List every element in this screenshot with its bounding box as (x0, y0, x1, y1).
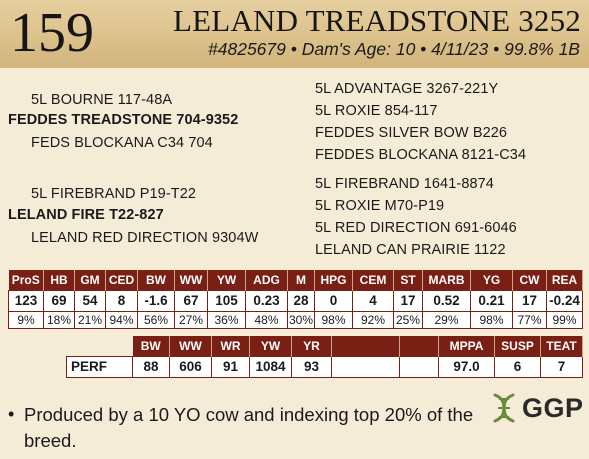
perf-header: WW (170, 336, 212, 356)
epd-percentile: 77% (513, 311, 547, 328)
epd-header: MARB (423, 270, 471, 290)
perf-value: 1084 (250, 356, 292, 377)
epd-percentile: 94% (106, 311, 138, 328)
perf-header (400, 336, 439, 356)
pedigree-sire: FEDDES TREADSTONE 704-9352 (8, 112, 239, 128)
lot-header (0, 0, 589, 68)
perf-value (400, 356, 439, 377)
epd-value: -0.24 (547, 290, 583, 311)
epd-percentile: 98% (315, 311, 353, 328)
epd-percentile: 30% (288, 312, 314, 327)
epd-percentile: 9% (9, 311, 44, 328)
pedigree-dam-dam: LELAND RED DIRECTION 9304W (31, 230, 259, 246)
epd-value: 0.52 (423, 290, 471, 311)
perf-row-label: PERF (67, 356, 133, 377)
epd-header: WW (175, 270, 208, 290)
pedigree-right-3: FEDDES SILVER BOW B226 (315, 125, 508, 141)
epd-value: 0.21 (471, 290, 513, 311)
epd-percentiles-row (9, 311, 583, 328)
perf-header: TEAT (541, 336, 583, 356)
epd-values-row (9, 290, 583, 311)
perf-header: MPPA (439, 336, 495, 356)
epd-value: 67 (175, 290, 208, 311)
perf-header (332, 336, 400, 356)
epd-value: -1.6 (138, 290, 175, 311)
epd-value: 123 (9, 290, 44, 311)
epd-percentile: 48% (246, 311, 288, 328)
epd-header: M (288, 270, 315, 290)
epd-header: HB (44, 270, 75, 290)
epd-header: YW (208, 270, 246, 290)
epd-header: BW (138, 270, 175, 290)
epd-percentile: 99% (547, 311, 583, 328)
footnote-text: Produced by a 10 YO cow and indexing top 20% of the breed. (24, 404, 474, 451)
perf-values-row (67, 356, 583, 377)
epd-value: 54 (75, 290, 106, 311)
epd-value: 28 (288, 290, 315, 311)
perf-value: 91 (212, 356, 250, 377)
epd-percentile: 56% (138, 311, 175, 328)
lot-number: 159 (10, 2, 94, 64)
pedigree-right-4: FEDDES BLOCKANA 8121-C34 (315, 147, 527, 163)
epd-value: 17 (513, 290, 547, 311)
epd-header: REA (547, 270, 583, 290)
epd-value: 0.23 (246, 290, 288, 311)
perf-value: 7 (541, 356, 583, 377)
pedigree-right-7: 5L RED DIRECTION 691-6046 (315, 220, 517, 236)
perf-value (332, 356, 400, 377)
pedigree-right-8: LELAND CAN PRAIRIE 1122 (315, 242, 506, 258)
epd-header: CED (106, 270, 138, 290)
perf-header: BW (133, 336, 170, 356)
perf-header: WR (212, 336, 250, 356)
pedigree-right-1: 5L ADVANTAGE 3267-221Y (315, 81, 499, 97)
perf-value: 606 (170, 356, 212, 377)
epd-value: 8 (106, 290, 138, 311)
epd-percentile: 98% (471, 311, 513, 328)
epd-percentile: 29% (423, 311, 471, 328)
animal-name: LELAND TREADSTONE 3252 (173, 3, 581, 38)
perf-value: 93 (292, 356, 332, 377)
perf-value: 88 (133, 356, 170, 377)
perf-header: SUSP (495, 336, 541, 356)
pedigree-sire-sire: 5L BOURNE 117-48A (31, 92, 173, 108)
bullet-marker: • (8, 404, 15, 424)
epd-percentile: 25% (394, 311, 423, 328)
epd-value: 0 (315, 290, 353, 311)
epd-header: HPG (315, 270, 353, 290)
epd-header: GM (75, 270, 106, 290)
epd-header: CW (513, 270, 547, 290)
epd-header: ADG (246, 270, 288, 290)
registration-subline: #4825679 • Dam's Age: 10 • 4/11/23 • 99.8% 1B (208, 39, 580, 59)
pedigree-dam-sire: 5L FIREBRAND P19-T22 (31, 186, 197, 202)
pedigree-sire-dam: FEDS BLOCKANA C34 704 (31, 135, 213, 151)
epd-percentile: 36% (208, 311, 246, 328)
epd-table (8, 270, 583, 329)
performance-table (66, 336, 583, 378)
perf-value: 6 (495, 356, 541, 377)
epd-value: 17 (394, 290, 423, 311)
epd-value: 69 (44, 290, 75, 311)
perf-header-row (67, 336, 583, 356)
epd-header: YG (471, 270, 513, 290)
epd-value: 4 (353, 290, 394, 311)
pedigree-right-2: 5L ROXIE 854-117 (315, 103, 438, 119)
epd-value: 105 (208, 290, 246, 311)
epd-percentile: 92% (353, 311, 394, 328)
epd-percentile: 27% (175, 311, 208, 328)
epd-percentile: 21% (75, 311, 106, 328)
epd-header: CEM (353, 270, 394, 290)
epd-percentile: 18% (44, 311, 75, 328)
pedigree-right-5: 5L FIREBRAND 1641-8874 (315, 176, 494, 192)
perf-header-spacer (67, 336, 133, 356)
perf-value: 97.0 (439, 356, 495, 377)
pedigree-dam: LELAND FIRE T22-827 (8, 207, 164, 223)
pedigree-right-6: 5L ROXIE M70-P19 (315, 198, 445, 214)
perf-header: YW (250, 336, 292, 356)
epd-header: ST (394, 270, 423, 290)
ggp-logo-text: GGP (522, 393, 584, 423)
perf-header: YR (292, 336, 332, 356)
epd-header: ProS (9, 270, 44, 290)
epd-header-row (9, 270, 583, 290)
